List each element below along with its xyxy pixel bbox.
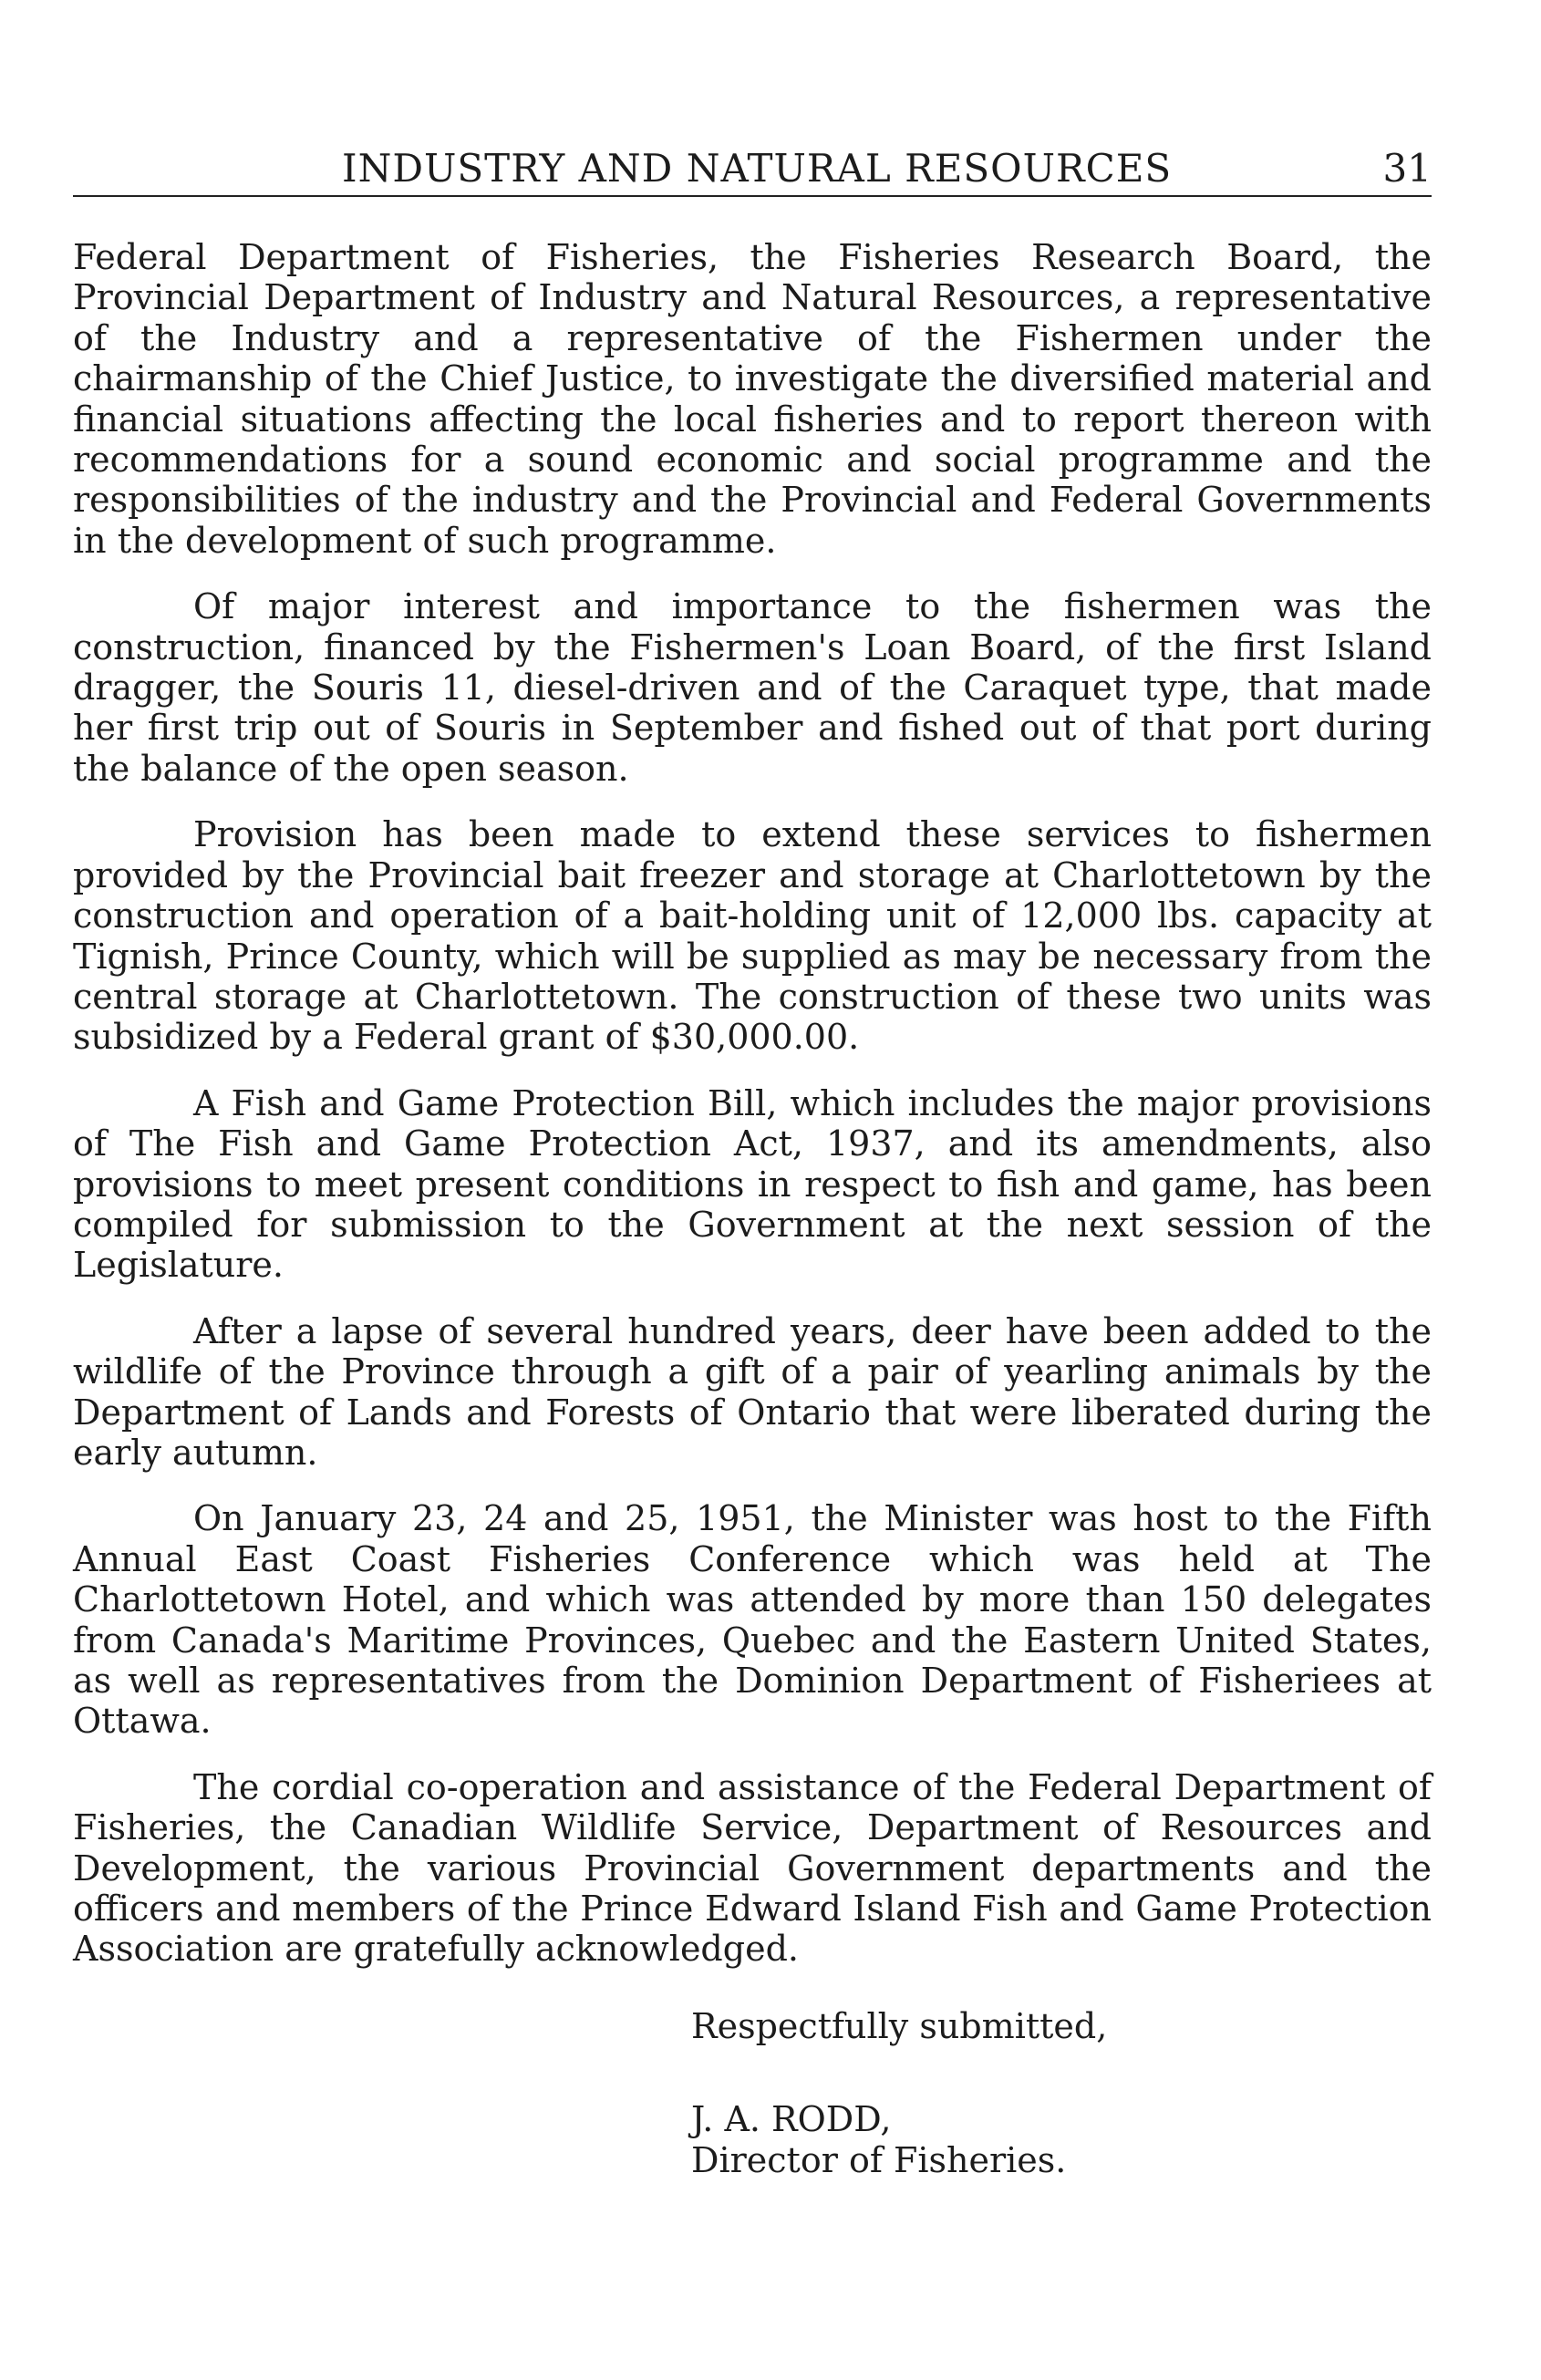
paragraph-dragger: Of major interest and importance to the fishermen was the construction, financed by the Fishermen's Loan Board, of the first Island dragger, the Souris 11, diesel-driven and of the Caraquet type, that made her first trip out of Souris in September and fished out of that port during the balance of the open season. — [73, 586, 1432, 789]
document-page — [73, 137, 1432, 2180]
page-title: INDUSTRY AND NATURAL RESOURCES — [342, 146, 1173, 191]
paragraph-deer: After a lapse of several hundred years, deer have been added to the wildlife of the Province through a gift of a pair of yearling animals by the Department of Lands and Forests of Ontario that were liberated during the early autumn. — [73, 1310, 1432, 1473]
signature-block — [691, 2006, 1432, 2180]
page-number: 31 — [1382, 146, 1432, 191]
paragraph-acknowledgement: The cordial co-operation and assistance of the Federal Department of Fisheries, the Canadian Wildlife Service, Department of Resources and Development, the various Provincial Government departments and the officers and members of the Prince Edward Island Fish and Game Protection Association are gratefully acknowledged. — [73, 1766, 1432, 1970]
signatory-title: Director of Fisheries. — [691, 2139, 1067, 2180]
sign-off: Respectfully submitted, — [691, 2005, 1108, 2046]
paragraph-game-bill: A Fish and Game Protection Bill, which includes the major provisions of The Fish and Game Protection Act, 1937, and its amendments, also provisions to meet present conditions in respect to fish and game, has been compiled for submission to the Government at the next session of the Legislature. — [73, 1082, 1432, 1286]
paragraph-conference: On January 23, 24 and 25, 1951, the Minister was host to the Fifth Annual East Coast Fisheries Conference which was held at The Charlottetown Hotel, and which was attended by more than 150 delegates from Canada's Maritime Provinces, Quebec and the Eastern United States, as well as representatives from the Dominion Department of Fisheriees at Ottawa. — [73, 1498, 1432, 1742]
running-header — [73, 137, 1432, 197]
paragraph-continued: Federal Department of Fisheries, the Fisheries Research Board, the Provincial Department of Industry and Natural Resources, a representative of the Industry and a representative of the Fishermen under the chairmanship of the Chief Justice, to investigate the diversified material and financial situations affecting the local fisheries and to report thereon with recommendations for a sound economic and social programme and the responsibilities of the industry and the Provincial and Federal Governments in the development of such programme. — [73, 237, 1432, 561]
paragraph-bait-storage: Provision has been made to extend these services to fishermen provided by the Provincial bait freezer and storage at Charlottetown by the construction and operation of a bait-holding unit of 12,000 lbs. capacity at Tignish, Prince County, which will be supplied as may be necessary from the central storage at Charlottetown. The construction of these two units was subsidized by a Federal grant of $30,000.00. — [73, 814, 1432, 1058]
body-text — [73, 237, 1432, 1970]
signatory-name: J. A. RODD, — [691, 2099, 892, 2140]
